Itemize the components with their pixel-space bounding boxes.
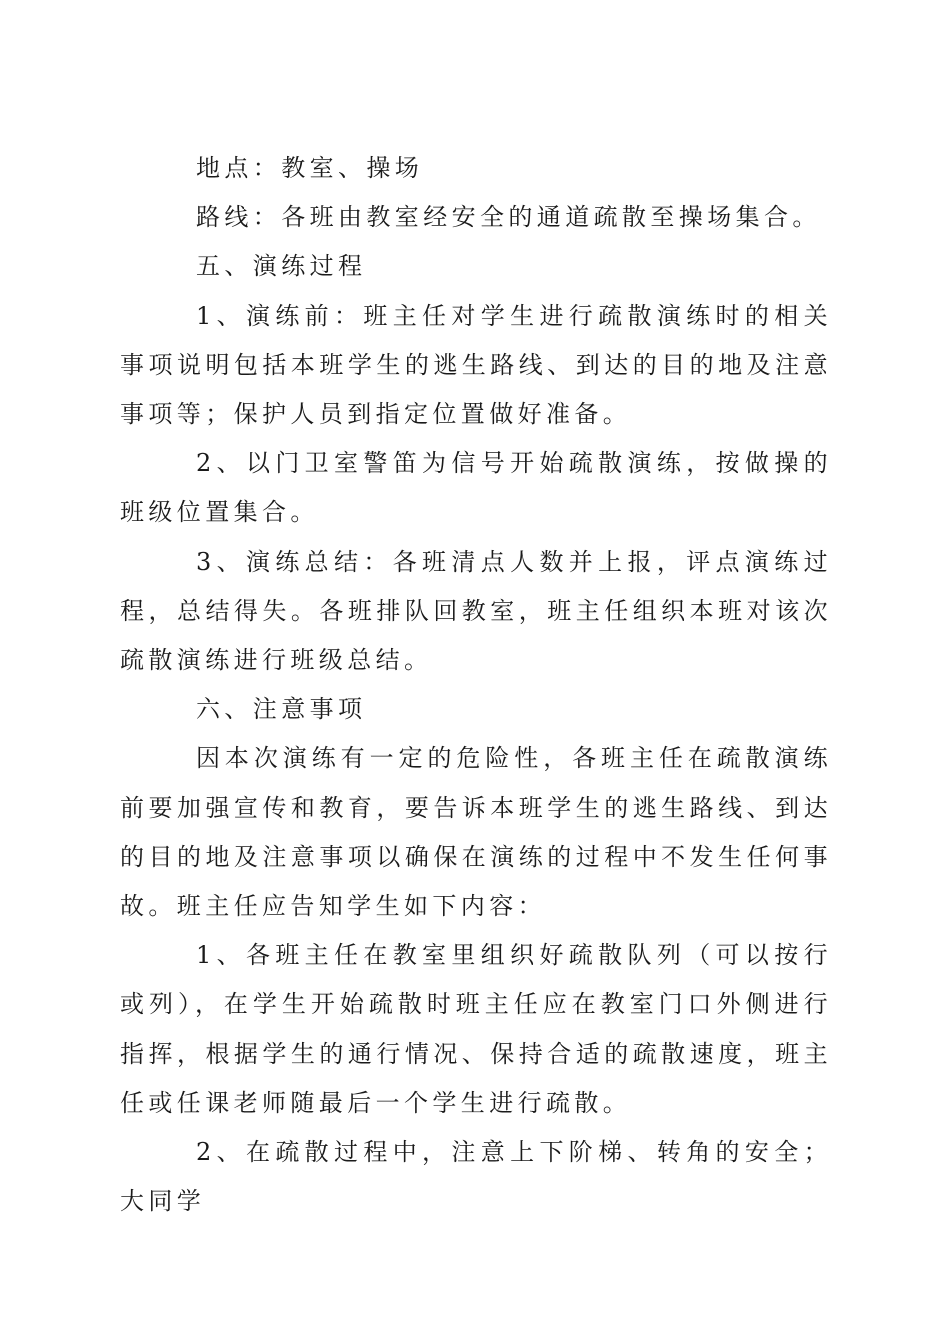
paragraph-route: 路线：各班由教室经安全的通道疏散至操场集合。 [196, 203, 821, 232]
paragraph-note-2: 2、在疏散过程中，注意上下阶梯、转角的安全；大同学 [120, 1138, 832, 1216]
section-heading-notes: 六、注意事项 [196, 695, 367, 724]
document-body [120, 144, 832, 1226]
paragraph-start-signal: 2、以门卫室警笛为信号开始疏散演练，按做操的班级位置集合。 [120, 449, 832, 527]
paragraph-drill-summary: 3、演练总结：各班清点人数并上报，评点演练过程，总结得失。各班排队回教室，班主任组织本班对该次疏散演练进行班级总结。 [120, 547, 832, 675]
paragraph-notes-intro: 因本次演练有一定的危险性，各班主任在疏散演练前要加强宣传和教育，要告诉本班学生的逃生路线、到达的目的地及注意事项以确保在演练的过程中不发生任何事故。班主任应告知学生如下内容： [120, 744, 832, 921]
paragraph-location: 地点：教室、操场 [196, 154, 424, 182]
paragraph-before-drill: 1、演练前：班主任对学生进行疏散演练时的相关事项说明包括本班学生的逃生路线、到达的目的地及注意事项等；保护人员到指定位置做好准备。 [120, 301, 832, 429]
section-heading-drill-process: 五、演练过程 [196, 252, 367, 281]
paragraph-note-1: 1、各班主任在教室里组织好疏散队列（可以按行或列），在学生开始疏散时班主任应在教室门口外侧进行指挥，根据学生的通行情况、保持合适的疏散速度，班主任或任课老师随最后一个学生进行疏散。 [120, 941, 832, 1117]
